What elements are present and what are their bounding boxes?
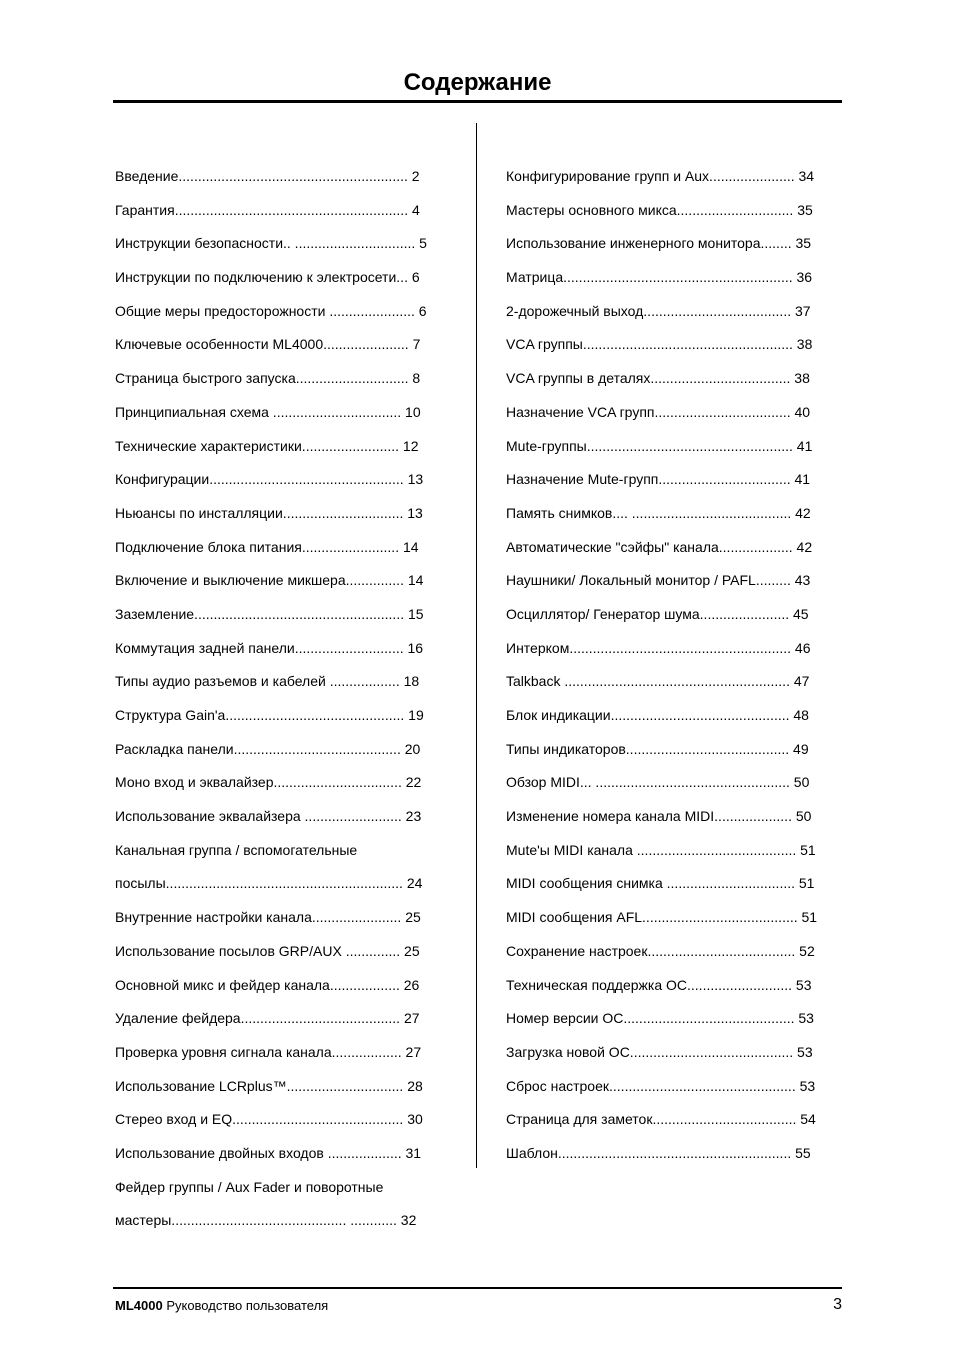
toc-entry: Mute-группы..................................................... 41 [506,437,813,454]
toc-entry: 2-дорожечный выход...................................... 37 [506,302,811,319]
toc-entry: Удаление фейдера......................................... 27 [115,1010,420,1027]
footer-rule [113,1287,842,1289]
page-title: Содержание [403,69,552,96]
toc-entry: Коммутация задней панели............................ 16 [115,639,424,656]
toc-entry: Ключевые особенности ML4000...................... 7 [115,336,421,353]
toc-entry: Типы индикаторов.......................................... 49 [506,740,809,757]
toc-entry: Сброс настроек................................................ 53 [506,1077,816,1094]
toc-entry: Включение и выключение микшера............... 14 [115,572,424,589]
toc-entry: Назначение Mute-групп.................................. 41 [506,471,811,488]
toc-entry: VCA группы...................................................... 38 [506,336,813,353]
toc-entry: Использование инженерного монитора........ 35 [506,235,812,252]
toc-left-column [115,160,433,1238]
toc-entry: Конфигурирование групп и Aux...................... 34 [506,168,815,184]
toc-entry: Мастеры основного микса.............................. 35 [506,201,813,218]
toc-entry: Заземление...................................................... 15 [115,605,424,622]
toc-entry: Память снимков.... ......................................... 42 [506,504,811,521]
column-divider [476,123,477,1168]
footer [115,1296,328,1316]
toc-entry: Talkback .......................................................... 47 [506,673,810,690]
toc-entry: Использование эквалайзера ......................... 23 [115,808,422,825]
toc-entry: Сохранение настроек...................................... 52 [506,942,815,959]
toc-entry: MIDI сообщения AFL........................................ 51 [506,909,818,926]
toc-entry: MIDI сообщения снимка ................................. 51 [506,875,815,892]
toc-entry: VCA группы в деталях.................................... 38 [506,370,810,387]
toc-entry: Наушники/ Локальный монитор / PAFL......... 43 [506,572,811,589]
toc-entry: Автоматические "сэйфы" канала................... 42 [506,538,813,555]
toc-entry: Раскладка панели........................................... 20 [115,740,421,757]
toc-entry: мастеры............................................. ............ 32 [115,1212,417,1229]
toc-entry: Страница быстрого запуска............................. 8 [115,370,421,387]
toc-entry: Номер версии ОС............................................ 53 [506,1010,814,1027]
toc-entry: Инструкции по подключению к электросети... 6 [115,269,420,286]
toc-entry: Общие меры предосторожности ...................... 6 [115,302,427,319]
toc-entry: Конфигурации.................................................. 13 [115,471,424,488]
toc-entry: Шаблон............................................................ 55 [506,1144,811,1161]
toc-entry: посылы............................................................. 24 [115,875,423,892]
toc-entry: Моно вход и эквалайзер................................. 22 [115,774,422,791]
toc-entry: Проверка уровня сигнала канала.................. 27 [115,1043,422,1060]
toc-entry: Обзор MIDI... .................................................. 50 [506,774,810,791]
toc-entry: Технические характеристики......................... 12 [115,437,419,454]
toc-entry: Назначение VCA групп................................... 40 [506,403,811,420]
toc-entry: Техническая поддержка ОС........................... 53 [506,976,812,993]
toc-entry: Структура Gain'a.............................................. 19 [115,707,424,723]
toc-entry: Ньюансы по инсталляции............................... 13 [115,504,423,521]
page-number: 3 [833,1296,842,1313]
toc-entry: Mute'ы MIDI канала ......................................... 51 [506,841,816,858]
toc-entry: Использование двойных входов ................... 31 [115,1144,422,1161]
toc-entry: Страница для заметок..................................... 54 [506,1111,816,1128]
toc-entry: Использование LCRplus™.............................. 28 [115,1077,423,1094]
toc-entry: Стерео вход и EQ............................................ 30 [115,1111,423,1128]
toc-entry: Изменение номера канала MIDI.................... 50 [506,808,812,825]
toc-entry: Блок индикации.............................................. 48 [506,707,809,723]
toc-entry: Использование посылов GRP/AUX .............. 25 [115,942,420,959]
toc-entry: Загрузка новой ОС.......................................... 53 [506,1043,813,1060]
toc-entry: Внутренние настройки канала....................... 25 [115,909,421,926]
toc-entry: Фейдер группы / Aux Fader и поворотные [115,1178,384,1195]
toc-entry: Введение........................................................... 2 [115,168,420,184]
toc-entry: Подключение блока питания......................... 14 [115,538,419,555]
toc-entry: Канальная группа / вспомогательные [115,841,358,858]
footer-model: ML4000 [115,1298,163,1313]
toc-entry: Матрица........................................................... 36 [506,269,813,286]
toc-entry: Принципиальная схема ................................. 10 [115,403,421,420]
toc-entry: Гарантия............................................................ 4 [115,201,420,218]
toc-entry: Интерком......................................................... 46 [506,639,811,656]
toc-entry: Осциллятор/ Генератор шума....................... 45 [506,605,809,622]
toc-entry: Инструкции безопасности.. ............................... 5 [115,235,427,252]
title-rule [113,100,842,103]
toc-right-column [506,160,824,1171]
toc-entry: Типы аудио разъемов и кабелей .................. 18 [115,673,420,690]
footer-text: Руководство пользователя [162,1298,329,1313]
toc-entry: Основной микс и фейдер канала.................. 26 [115,976,420,993]
